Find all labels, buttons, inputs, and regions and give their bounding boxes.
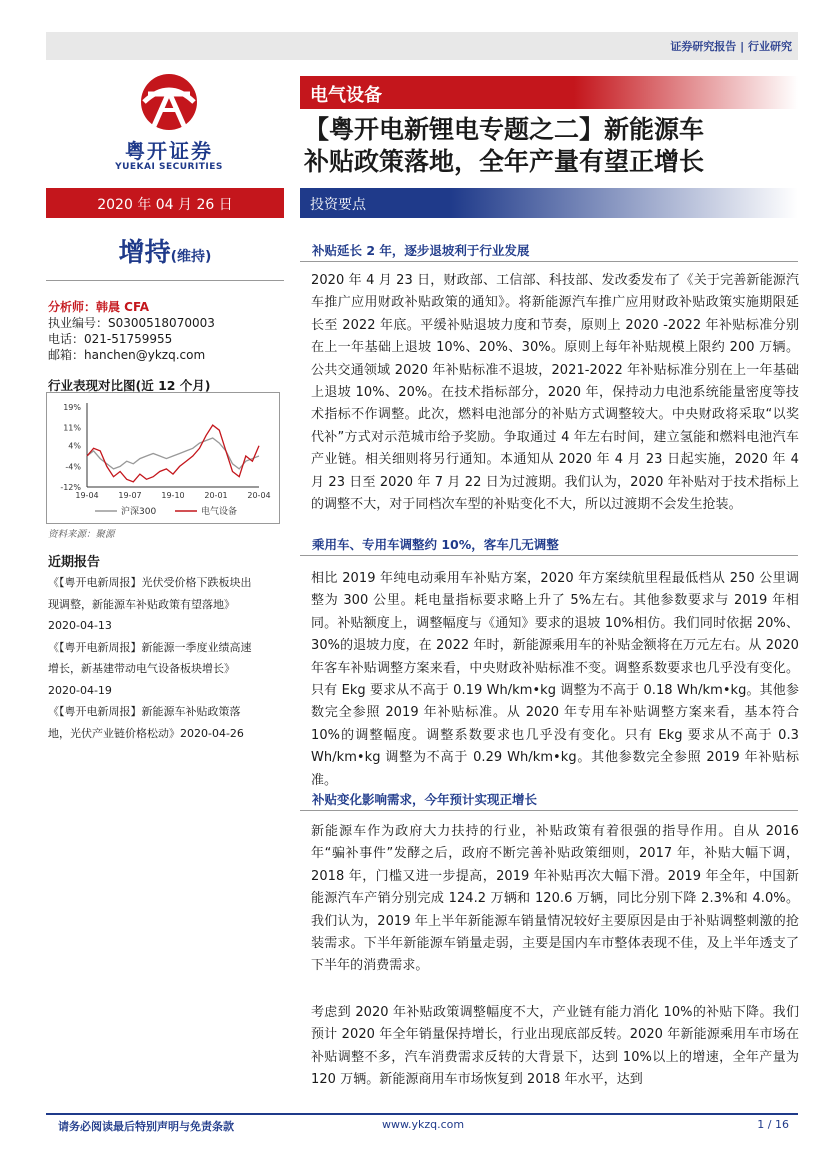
y-tick-label: 19% [63,403,81,412]
recent-report-line: 地，光伏产业链价格松动》2020-04-26 [48,726,244,740]
recent-report-line: 2020-04-19 [48,683,112,697]
legend-label: 电气设备 [201,507,238,517]
recent-report-line: 《【粤开电新周报】新能源一季度业绩高速 [48,640,252,654]
recent-report-line: 《【粤开电新周报】光伏受价格下跌板块出 [48,576,252,589]
report-title-line-1: 【粤开电新锂电专题之二】新能源车 [304,115,705,144]
date-bar [46,188,284,218]
x-tick-label: 20-01 [204,491,228,500]
section-2-paragraph: 相比 2019 年纯电动乘用车补贴方案，2020 年方案续航里程最低档从 250 公里调整为 300 公里。耗电量指标要求略上升了 5%左右。其他参数要求与 2019 年相同。补贴额度上，调整幅度与《通知》要求的退坡 10%相仿。我们同时依据 20%、30%的退坡力度，在 2022 年时，新能源乘用车的补贴金额将在万元左右。从 2020 年客车补贴调整方案来看，中央财政补贴标准不变。调整系数要求也几乎没有变化。只有 Ekg 要求从不高于 0.19 Wh/km•kg 调整为不高于 0.18 Wh/km•kg。其他参数完全参照 2019 年补贴标准。从 2020 年专用车补贴调整方案来看，基本符合 10%的调整幅度。调整系数要求也几乎没有变化。只有 Ekg 要求从不高于 0.3 Wh/km•kg 调整为不高于 0.29 Wh/km•kg。其他参数完全参照 2019 年补贴标准。 [311,571,799,788]
analyst-license: 执业编号：S0300518070003 [48,316,215,330]
analyst-name: 分析师：韩晨 CFA [48,300,150,314]
report-title [304,114,804,178]
y-tick-label: -4% [65,462,81,472]
section-3-paragraph-2: 考虑到 2020 年补贴政策调整幅度不大，产业链有能力消化 10%的补贴下降。我们预计 2020 年全年销量保持增长，行业出现底部反转。2020 年新能源乘用车市场在补贴调整不多，汽车消费需求反转的大背景下，达到 10%以上的增速，全年产量为 120 万辆。新能源商用车市场恢复到 2018 年水平，达到 [311,1005,799,1088]
analyst-phone: 电话：021-51759955 [48,332,173,346]
footer-disclaimer: 请务必阅读最后特别声明与免责条款 [58,1120,234,1133]
y-tick-label: 4% [68,441,81,451]
analyst-info [48,299,215,363]
section-heading-2 [300,532,798,556]
legend-label: 沪深300 [121,507,157,517]
recent-reports-list [48,572,280,744]
section-heading-text: 补贴延长 2 年，逐步退坡利于行业发展 [312,243,530,258]
section-heading-text: 补贴变化影响需求，今年预计实现正增长 [312,792,538,807]
performance-chart [46,392,280,524]
section-3-paragraph-1: 新能源车作为政府大力扶持的行业，补贴政策有着很强的指导作用。自从 2016 年“骗补事件”发酵之后，政府不断完善补贴政策细则，2017 年，补贴大幅下调，2018 年，门槛又进一步提高，2019 年补贴再次大幅下滑。2019 年全年，中国新能源汽车产销分别完成 124.2 万辆和 120.6 万辆，同比分别下降 2.3%和 4.0%。我们认为，2019 年上半年新能源车销量情况较好主要原因是由于补贴调整刺激的抢装需求。下半年新能源车销量走弱，主要是国内车市整体表现不佳，及上半年透支了下半年的消费需求。 [311,824,799,974]
x-tick-label: 20-04 [247,491,271,500]
rating-block [46,232,284,269]
recent-report-line: 现调整，新能源车补贴政策有望落地》 [48,597,235,611]
key-points-bar [300,188,798,218]
divider [46,280,284,281]
rating-main: 增持 [118,238,171,268]
footer-page-number: 1 / 16 [757,1118,789,1131]
sector-banner [300,76,798,109]
rating-sub: (维持) [170,249,212,265]
sector-label: 电气设备 [310,85,382,106]
brand-name-en: YUEKAI SECURITIES [115,162,223,172]
brand-name-cn: 粤开证券 [125,139,213,163]
chart-source: 资料来源：聚源 [48,529,115,540]
recent-reports-title: 近期报告 [48,555,101,570]
section-heading-3 [300,787,798,811]
y-tick-label: 11% [63,423,81,433]
y-tick-label: -12% [60,483,81,492]
key-points-label: 投资要点 [310,197,366,213]
report-category: 证券研究报告 | 行业研究 [670,40,792,53]
section-1-paragraph: 2020 年 4 月 23 日，财政部、工信部、科技部、发改委发布了《关于完善新能源汽车推广应用财政补贴政策的通知》。将新能源汽车推广应用财政补贴政策实施期限延长至 2022 年底。平缓补贴退坡力度和节奏，原则上 2020 -2022 年补贴标准分别在上一年基础上退坡 10%、20%、30%。原则上每年补贴规模上限约 200 万辆。公共交通领域 2020 年补贴标准不退坡，2021-2022 年补贴标准分别在上一年基础上退坡 10%、20%。在技术指标部分，2020 年，保持动力电池系统能量密度等技术指标不作调整。此次，燃料电池部分的补贴方式调整较大。中央财政将采取“以奖代补”方式对示范城市给予奖励。争取通过 4 年左右时间，建立氢能和燃料电池汽车产业链。相关细则将另行通知。本通知从 2020 年 4 月 23 日起实施，2020 年 4 月 23 日至 2020 年 7 月 22 日为过渡期。我们认为，2020 年补贴对于技术指标上的调整不大，对于同档次车型的补贴变化不大，所以过渡期不会发生抢装。 [311,273,799,513]
footer-divider [46,1113,798,1115]
footer-url: www.ykzq.com [382,1118,465,1131]
section-heading-1 [300,238,798,262]
recent-report-line: 2020-04-13 [48,619,112,632]
x-tick-label: 19-10 [161,491,185,500]
top-header-bar [46,32,798,60]
chart-title: 行业表现对比图(近 12 个月) [48,378,211,393]
report-date: 2020 年 04 月 26 日 [97,197,233,213]
analyst-email: 邮箱：hanchen@ykzq.com [48,348,206,362]
series-line-0 [87,438,259,469]
section-heading-text: 乘用车、专用车调整约 10%，客车几无调整 [312,537,559,552]
chart-svg [47,393,279,523]
series-line-1 [87,425,259,482]
recent-report-line: 增长，新基建带动电气设备板块增长》 [48,662,235,675]
report-title-line-2: 补贴政策落地，全年产量有望正增长 [304,147,705,176]
x-tick-label: 19-07 [118,491,142,500]
recent-report-line: 《【粤开电新周报】新能源车补贴政策落 [48,705,241,718]
x-tick-label: 19-04 [75,491,99,500]
